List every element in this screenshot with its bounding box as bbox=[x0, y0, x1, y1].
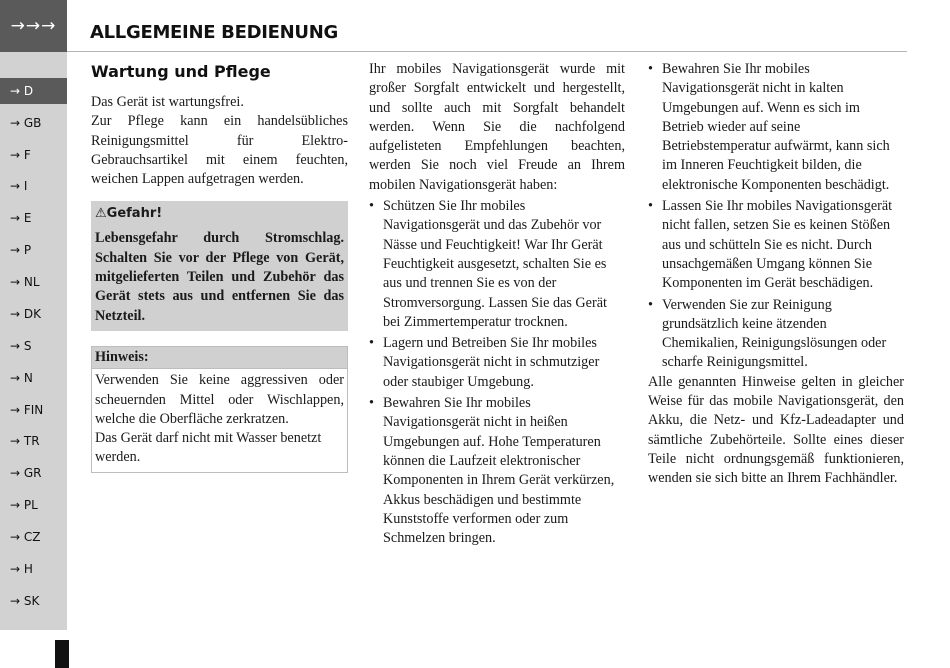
intro-paragraph: Ihr mobiles Navigationsgerät wurde mit großer Sorgfalt entwickelt und hergestellt, und sollte auch mit Sorgfalt behandelt werden. Wenn Sie die nachfolgend aufgelisteten Empfehlungen beachten, werden Sie noch viel Freude an Ihrem mobilen Navigationsgerät haben: bbox=[369, 61, 625, 193]
lang-tab-h[interactable]: → H bbox=[10, 562, 33, 576]
lang-tab-sk[interactable]: → SK bbox=[10, 594, 40, 608]
chapter-title: ALLGEMEINE BEDIENUNG bbox=[90, 22, 338, 43]
page-number-marker bbox=[55, 640, 69, 668]
column-middle bbox=[369, 60, 625, 548]
closing-paragraph: Alle genannten Hinweise gelten in gleicher Weise für das mobile Navigationsgerät, den Akku, die Netz- und Kfz-Ladeadapter und sämtliche Zubehörteile. Sollte eines dieser Teile nicht ordnungsgemäß funktionieren, wenden sie sich bitte an Ihrem Fachhändler. bbox=[648, 373, 904, 487]
list-item: • Bewahren Sie Ihr mobiles Navigationsgerät nicht in heißen Umgebungen auf. Hohe Temperaturen können die Laufzeit elektronischer Komponenten in Ihrem Gerät verkürzen, Akkus beschädigen und bestimmte Kunststoffe verformen oder zum Schmelzen bringen. bbox=[369, 394, 625, 548]
lang-tab-nl[interactable]: → NL bbox=[10, 275, 40, 289]
paragraph-maintenance-free: Das Gerät ist wartungsfrei. bbox=[91, 94, 244, 110]
paragraph-cleaning: Zur Pflege kann ein handelsübliches Reinigungsmittel für Elektro-Gebrauchsartikel mit einem feuchten, weichen Lappen aufgetragen werden. bbox=[91, 113, 348, 188]
hint-heading: Hinweis: bbox=[92, 347, 347, 369]
lang-tab-gb[interactable]: → GB bbox=[10, 116, 42, 130]
danger-text: Lebensgefahr durch Stromschlag. Schalten Sie vor der Pflege von Gerät, mitgelieferten Teilen und Zubehör das Gerät stets aus und entfernen Sie das Netzteil. bbox=[95, 230, 344, 324]
care-list-continued bbox=[648, 60, 904, 373]
lang-tab-e[interactable]: → E bbox=[10, 211, 32, 225]
lang-tab-s[interactable]: → S bbox=[10, 339, 32, 353]
lang-tab-f[interactable]: → F bbox=[10, 148, 31, 162]
lang-tab-fin[interactable]: → FIN bbox=[10, 403, 44, 417]
lang-tab-pl[interactable]: → PL bbox=[10, 498, 38, 512]
warning-triangle-icon: ⚠ bbox=[95, 206, 107, 222]
lang-tab-dk[interactable]: → DK bbox=[10, 307, 41, 321]
lang-tab-p[interactable]: → P bbox=[10, 243, 32, 257]
lang-tab-gr[interactable]: → GR bbox=[10, 466, 42, 480]
header-divider bbox=[67, 51, 907, 52]
language-sidebar bbox=[0, 0, 67, 630]
hint-box bbox=[91, 346, 348, 473]
list-item: • Lassen Sie Ihr mobiles Navigationsgerät nicht fallen, setzen Sie es keinen Stößen aus und schütteln Sie es nicht. Durch unsachgemäßen Umgang können Sie Komponenten im Gerät beschädigen. bbox=[648, 197, 904, 293]
hint-text-line-1: Verwenden Sie keine aggressiven oder scheuernden Mittel oder Wischlappen, welche die Oberfläche zerkratzen. bbox=[95, 372, 344, 427]
care-list bbox=[369, 197, 625, 548]
column-right bbox=[648, 60, 904, 489]
lang-tab-n[interactable]: → N bbox=[10, 371, 33, 385]
danger-heading bbox=[95, 205, 344, 223]
danger-label: Gefahr! bbox=[106, 206, 163, 222]
hint-text-line-2: Das Gerät darf nicht mit Wasser benetzt werden. bbox=[95, 430, 322, 466]
column-left bbox=[91, 60, 348, 473]
list-item: • Lagern und Betreiben Sie Ihr mobiles Navigationsgerät nicht in schmutziger oder staubiger Umgebung. bbox=[369, 334, 625, 392]
list-item: • Bewahren Sie Ihr mobiles Navigationsgerät nicht in kalten Umgebungen auf. Wenn es sich im Betrieb wieder auf seine Betriebstemperatur aufwärmt, kann sich im Inneren Feuchtigkeit bilden, die elektronische Komponenten beschädigt. bbox=[648, 60, 904, 195]
hint-text bbox=[92, 369, 347, 471]
list-item: • Verwenden Sie zur Reinigung grundsätzlich keine ätzenden Chemikalien, Reinigungslösungen oder scharfe Reinigungsmittel. bbox=[648, 296, 904, 373]
lang-tab-i[interactable]: → I bbox=[10, 179, 28, 193]
list-item: • Schützen Sie Ihr mobiles Navigationsgerät und das Zubehör vor Nässe und Feuchtigkeit! War Ihr Gerät Feuchtigkeit ausgesetzt, schalten Sie es aus und trennen Sie es von der Stromversorgung. Lassen Sie das Gerät bei Zimmertemperatur trocknen. bbox=[369, 197, 625, 332]
danger-box bbox=[91, 201, 348, 330]
lang-tab-d[interactable]: → D bbox=[0, 78, 67, 104]
section-title: Wartung und Pflege bbox=[91, 62, 271, 81]
lang-tab-tr[interactable]: → TR bbox=[10, 434, 40, 448]
chapter-arrows-icon: →→→ bbox=[0, 0, 67, 52]
lang-tab-cz[interactable]: → CZ bbox=[10, 530, 41, 544]
